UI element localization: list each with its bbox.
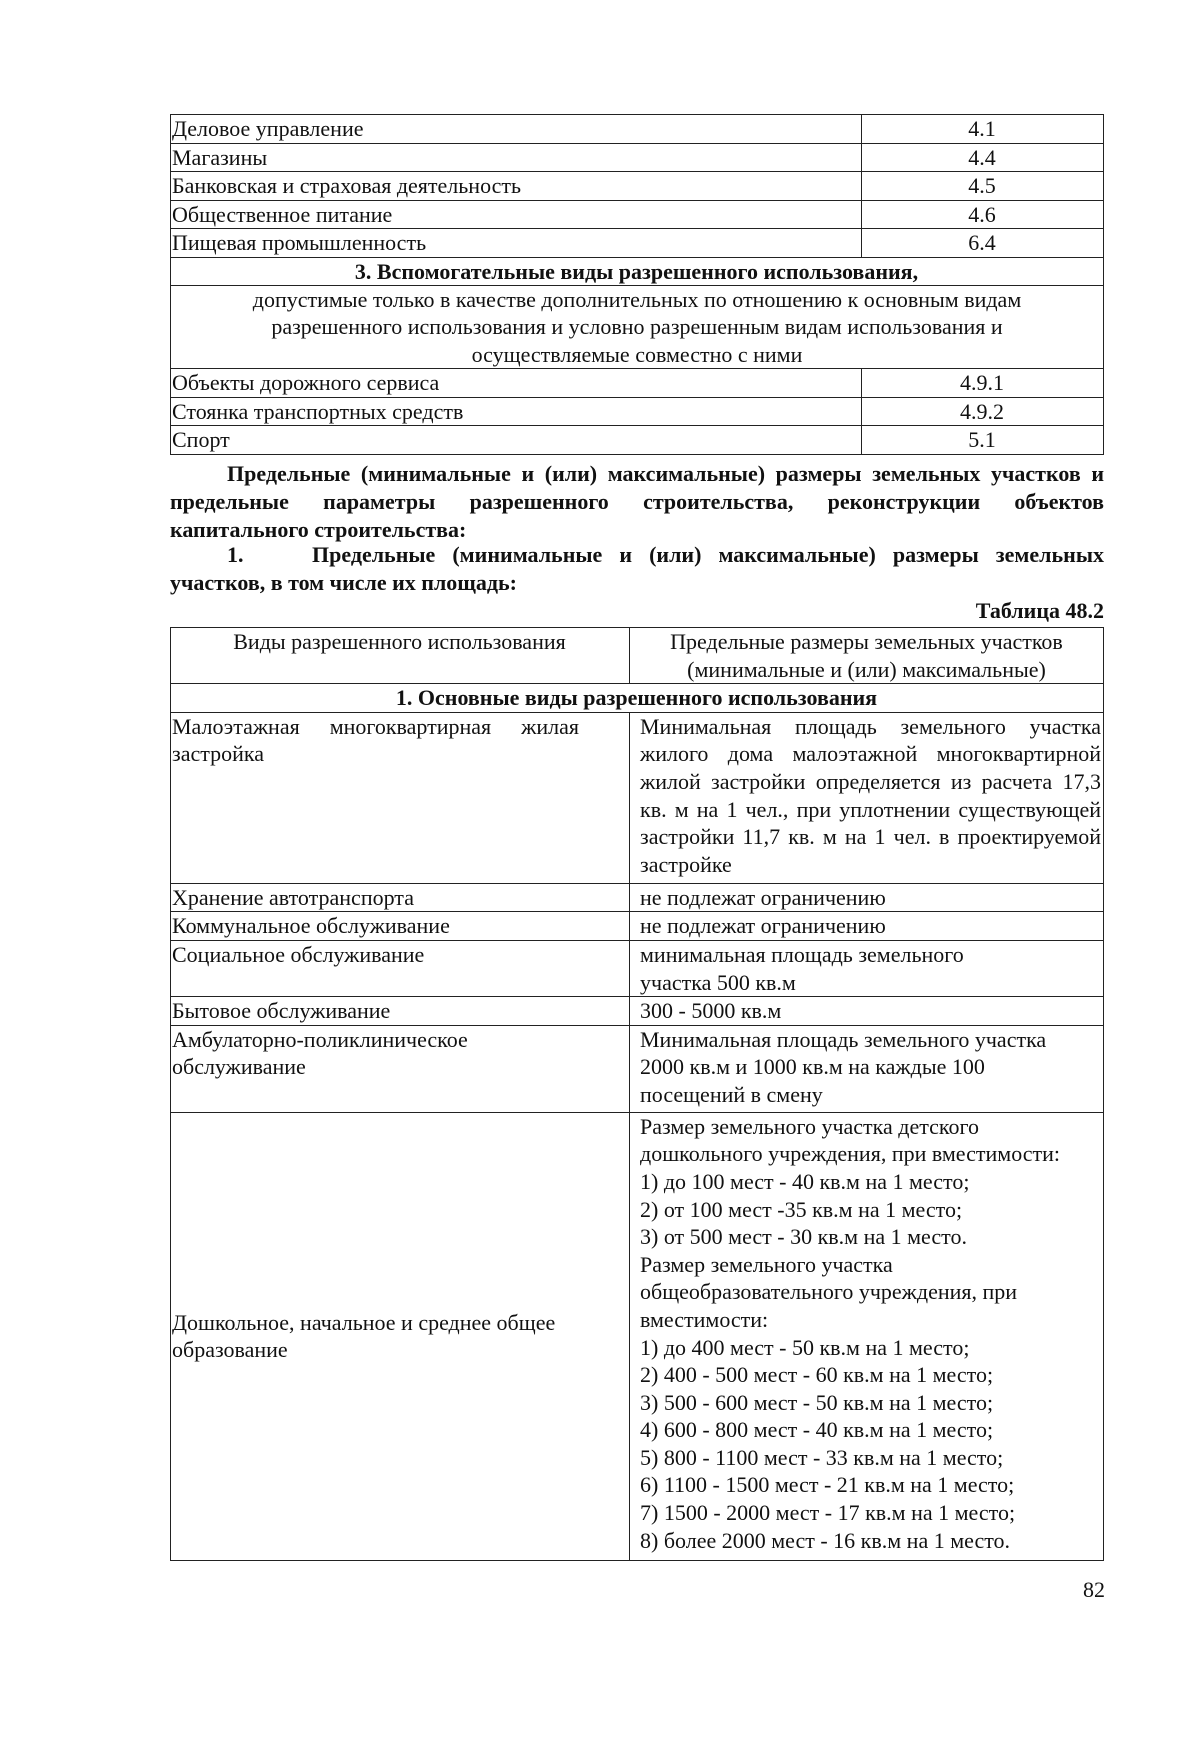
table-row bbox=[171, 912, 1104, 941]
plot-limit-list bbox=[630, 1112, 1104, 1560]
list-line: 2) от 100 мест -35 кв.м на 1 место; bbox=[640, 1196, 963, 1222]
list-line: дошкольного учреждения, при вместимости: bbox=[640, 1141, 1061, 1167]
table-row bbox=[171, 712, 1104, 883]
use-code: 4.9.1 bbox=[862, 369, 1104, 398]
plot-limit: Минимальная площадь земельного участка жилого дома малоэтажной многоквартирной жилой застройки определяется из расчета 17,3 кв. м на 1 чел., при уплотнении существующей застройки 11,7 кв. м на 1 чел. в проектируемой застройке bbox=[630, 712, 1104, 883]
use-name: Банковская и страховая деятельность bbox=[171, 172, 862, 201]
use-code: 4.4 bbox=[862, 143, 1104, 172]
table-row bbox=[171, 397, 1104, 426]
table-row bbox=[171, 997, 1104, 1026]
use-name: Объекты дорожного сервиса bbox=[171, 369, 862, 398]
use-name: Бытовое обслуживание bbox=[171, 997, 630, 1026]
list-line: 1) до 400 мест - 50 кв.м на 1 место; bbox=[640, 1334, 970, 1360]
table-row bbox=[171, 229, 1104, 258]
table-row bbox=[171, 883, 1104, 912]
table-row bbox=[171, 143, 1104, 172]
table-row bbox=[171, 200, 1104, 229]
section-header-row bbox=[171, 257, 1104, 286]
plot-limit: не подлежат ограничению bbox=[630, 883, 1104, 912]
table-caption: Таблица 48.2 bbox=[975, 598, 1104, 623]
plot-limit: минимальная площадь земельного участка 500 кв.м bbox=[630, 940, 1104, 996]
use-code: 4.9.2 bbox=[862, 397, 1104, 426]
plot-limit: не подлежат ограничению bbox=[630, 912, 1104, 941]
section-3-title: 3. Вспомогательные виды разрешенного использования, bbox=[171, 257, 1104, 286]
use-name: Стоянка транспортных средств bbox=[171, 397, 862, 426]
use-code: 4.1 bbox=[862, 115, 1104, 144]
table-row bbox=[171, 426, 1104, 455]
use-name: Магазины bbox=[171, 143, 862, 172]
list-line: 1) до 100 мест - 40 кв.м на 1 место; bbox=[640, 1168, 970, 1194]
use-name: Пищевая промышленность bbox=[171, 229, 862, 258]
list-line: 8) более 2000 мест - 16 кв.м на 1 место. bbox=[640, 1527, 1011, 1553]
table-row bbox=[171, 1112, 1104, 1560]
section-3-description: допустимые только в качестве дополнительных по отношению к основным видам разрешенного использования и условно разрешенным видам использования и осуществляемые совместно с ними bbox=[171, 286, 1104, 369]
use-name: Хранение автотранспорта bbox=[171, 883, 630, 912]
list-line: 3) 500 - 600 мест - 50 кв.м на 1 место; bbox=[640, 1389, 994, 1415]
header-use-type: Виды разрешенного использования bbox=[171, 628, 630, 684]
use-name: Социальное обслуживание bbox=[171, 940, 630, 996]
use-name: Коммунальное обслуживание bbox=[171, 912, 630, 941]
list-line: общеобразовательного учреждения, при bbox=[640, 1279, 1018, 1305]
item-number: 1. bbox=[227, 542, 244, 567]
item-text: Предельные (минимальные и (или) максимальные) размеры земельных участков, в том числе их площадь: bbox=[170, 542, 1104, 595]
use-name: Малоэтажная многоквартирная жилая застройка bbox=[171, 712, 630, 883]
use-name: Спорт bbox=[171, 426, 862, 455]
list-line: Размер земельного участка детского bbox=[640, 1113, 979, 1139]
list-line: 6) 1100 - 1500 мест - 21 кв.м на 1 место; bbox=[640, 1472, 1015, 1498]
use-code: 6.4 bbox=[862, 229, 1104, 258]
limits-paragraph: Предельные (минимальные и (или) максимальные) размеры земельных участков и предельные параметры разрешенного строительства, реконструкции объектов капитального строительства: bbox=[170, 461, 1104, 542]
plot-limit: 300 - 5000 кв.м bbox=[630, 997, 1104, 1026]
list-line: 5) 800 - 1100 мест - 33 кв.м на 1 место; bbox=[640, 1444, 1004, 1470]
table-row bbox=[171, 369, 1104, 398]
use-name: Дошкольное, начальное и среднее общее образование bbox=[171, 1112, 630, 1560]
use-name: Деловое управление bbox=[171, 115, 862, 144]
table-row bbox=[171, 115, 1104, 144]
list-line: 2) 400 - 500 мест - 60 кв.м на 1 место; bbox=[640, 1362, 994, 1388]
use-code: 5.1 bbox=[862, 426, 1104, 455]
header-plot-limits: Предельные размеры земельных участков (минимальные и (или) максимальные) bbox=[630, 628, 1104, 684]
section-1-title: 1. Основные виды разрешенного использования bbox=[171, 684, 1104, 713]
table-row bbox=[171, 1025, 1104, 1112]
list-line: 3) от 500 мест - 30 кв.м на 1 место. bbox=[640, 1224, 967, 1250]
page-number: 82 bbox=[1083, 1577, 1105, 1602]
use-name: Общественное питание bbox=[171, 200, 862, 229]
permitted-use-codes-table bbox=[170, 114, 1104, 455]
land-plot-limits-table bbox=[170, 627, 1104, 1561]
table-row bbox=[171, 940, 1104, 996]
list-line: вместимости: bbox=[640, 1306, 769, 1332]
use-name: Амбулаторно-поликлиническое обслуживание bbox=[171, 1025, 630, 1112]
plot-limit: Минимальная площадь земельного участка 2000 кв.м и 1000 кв.м на каждые 100 посещений в смену bbox=[630, 1025, 1104, 1112]
list-line: 7) 1500 - 2000 мест - 17 кв.м на 1 место; bbox=[640, 1500, 1016, 1526]
section-desc-row bbox=[171, 286, 1104, 369]
header-row bbox=[171, 628, 1104, 684]
list-line: Размер земельного участка bbox=[640, 1251, 893, 1277]
table-row bbox=[171, 172, 1104, 201]
section-header-row bbox=[171, 684, 1104, 713]
use-code: 4.5 bbox=[862, 172, 1104, 201]
limits-item-1 bbox=[170, 541, 1104, 597]
use-code: 4.6 bbox=[862, 200, 1104, 229]
list-line: 4) 600 - 800 мест - 40 кв.м на 1 место; bbox=[640, 1417, 994, 1443]
